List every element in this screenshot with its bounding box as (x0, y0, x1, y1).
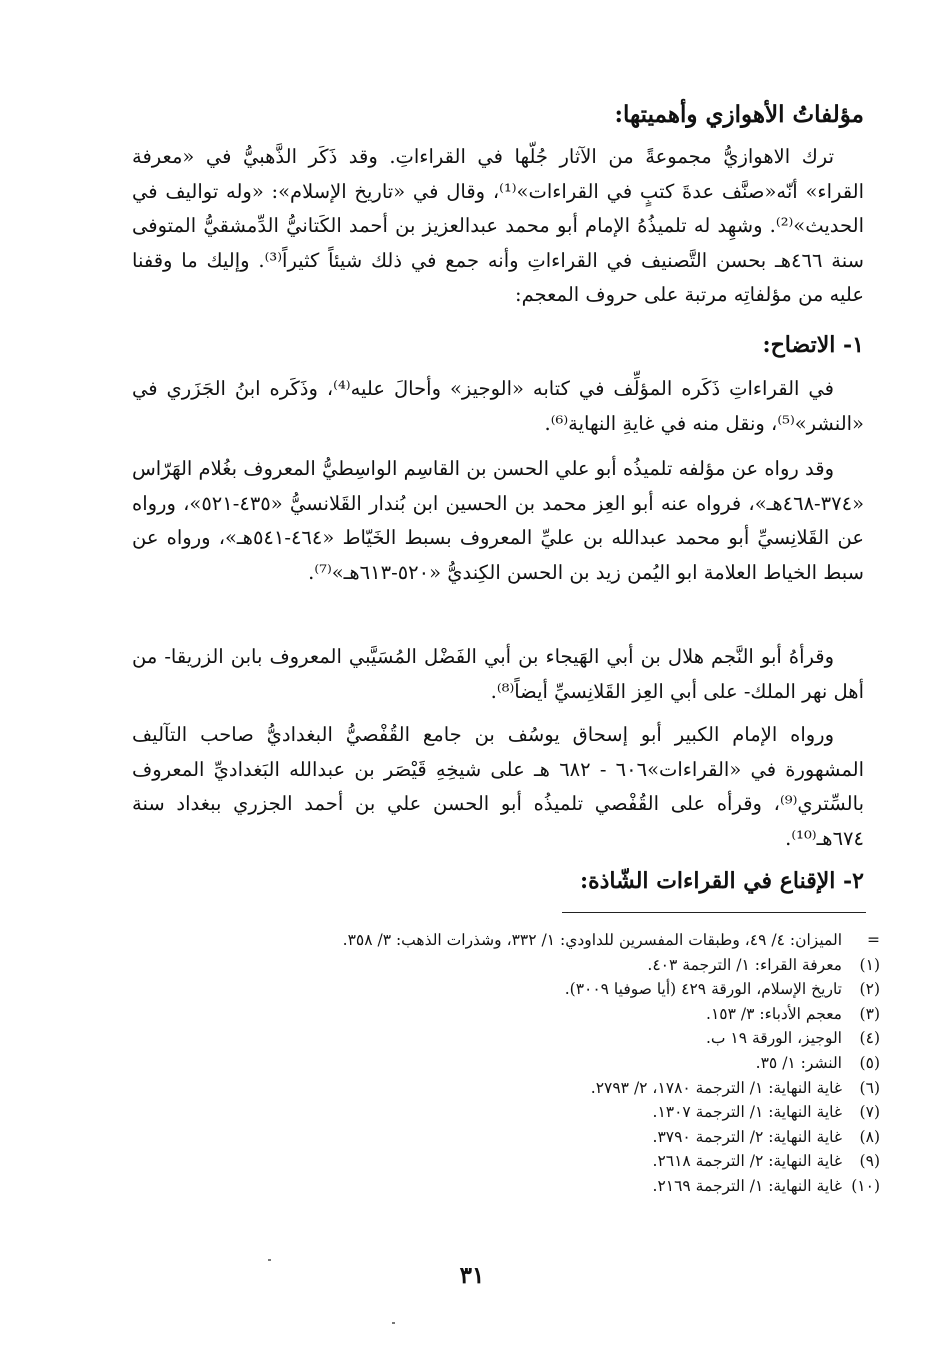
scan-speck (392, 1322, 395, 1324)
footnote-text: تاريخ الإسلام، الورقة ٤٢٩ (أيا صوفيا ٣٠٠٩). (564, 980, 842, 999)
footnote-item (120, 953, 880, 978)
paragraph-4: ورواه الإمام الكبير أبو إسحاق يوسُف بن جامع القُفْصيُّ البغداديُّ صاحب التآليف المشهورة في «القراءات»٦٠٦ - ٦٨٢ هـ على شيخِهِ قَيْصَر بن عبدالله البَغداديِّ المعروف بالسِّتري⁽⁹⁾، وقرأه على القُفْصي تلميذُه أبو الحسن علي بن أحمد الجزري ببغداد سنة ٦٧٤هـ⁽¹⁰⁾. (132, 723, 864, 850)
page-number: ٣١ (459, 1262, 485, 1289)
footnotes (120, 928, 880, 1199)
footnote-number: (٧) (859, 1103, 880, 1122)
footnote-item (120, 1002, 880, 1027)
footnote-separator (562, 912, 866, 913)
scan-speck (268, 1259, 271, 1261)
section-title: مؤلفاتُ الأهوازي وأهميتها: (614, 101, 864, 128)
paragraph-2: وقد رواه عن مؤلفه تلميذُه أبو علي الحسن بن القاسِم الواسِطيُّ المعروف بغُلام الهَرّاس «٣٧٤-٤٦٨هـ»، فرواه عنه أبو العِز محمد بن الحسين ابن بُندار القَلانسيُّ «٤٣٥-٥٢١»، ورواه عن القَلانِسيِّ أبو محمد عبدالله بن عليِّ المعروف بسبط الخَيّاط «٤٦٤-٥٤١هـ»، ورواه عن سبط الخياط العلامة ابو اليُمن زيد بن الحسن الكِنديُّ «٥٢٠-٦١٣هـ»⁽⁷⁾. (132, 457, 864, 584)
footnote-text: الميزان: ٤/ ٤٩، وطبقات المفسرين للداودي: ١/ ٣٣٢، وشذرات الذهب: ٣/ ٣٥٨. (342, 931, 842, 949)
footnote-number: (٩) (859, 1152, 880, 1171)
footnote-number: (١) (859, 955, 880, 974)
footnote-text: غاية النهاية: ١/ الترجمة ١٧٨٠، ٢/ ٢٧٩٣. (590, 1078, 842, 1097)
footnote-text: الوجيز، الورقة ١٩ ب. (705, 1029, 842, 1048)
subsection-title-2: ٢- الإقناع في القراءات الشّاذة: (579, 868, 864, 894)
footnote-item (120, 1076, 880, 1101)
footnote-text: غاية النهاية: ١/ الترجمة ١٣٠٧. (652, 1103, 842, 1122)
footnote-item (120, 1149, 880, 1174)
footnote-text: غاية النهاية: ١/ الترجمة ٢١٦٩. (652, 1176, 842, 1195)
footnote-number: (٢) (859, 980, 880, 999)
footnote-number: (٣) (859, 1004, 880, 1023)
footnote-number: (٥) (859, 1053, 880, 1072)
footnote-number: (٦) (859, 1078, 880, 1097)
footnote-text: معرفة القراء: ١/ الترجمة ٤٠٣. (647, 955, 842, 974)
paragraph-1: في القراءاتِ ذَكَره المؤلِّف في كتابه «الوجيز» وأحالَ عليه⁽⁴⁾، وذَكَره ابنُ الجَزَري في «النشر»⁽⁵⁾، ونقل منه في غايةِ النهاية⁽⁶⁾. (132, 377, 864, 435)
footnote-item (120, 928, 880, 953)
footnote-number: (١٠) (851, 1176, 880, 1195)
footnote-item (120, 977, 880, 1002)
footnote-number: = (867, 931, 880, 949)
footnote-number: (٤) (859, 1029, 880, 1048)
footnote-item (120, 1174, 880, 1199)
footnote-text: معجم الأدباء: ٣/ ١٥٣. (706, 1004, 842, 1023)
paragraph-intro: ترك الاهوازيُّ مجموعةً من الآثار جُلّها في القراءاتِ. وقد ذَكَر الذَّهبيُّ في «معرفة القراء» أنّه«صنَّف عدةَ كتبٍ في القراءات»⁽¹⁾، وقال في «تاريخ الإسلام»: «وله تواليف في الحديث»⁽²⁾. وشهِد له تلميذُهُ الإمام أبو محمد عبدالعزيز بن أحمد الكَتانيُّ الدِّمشقيُّ المتوفى سنة ٤٦٦هـ بحسن التَّصنيف في القراءاتِ وأنه جمع في ذلك شيئاً كثيراً⁽³⁾. وإليك ما وقفنا عليه من مؤلفاتِه مرتبة على حروف المعجم: (132, 145, 864, 306)
footnote-text: غاية النهاية: ٢/ الترجمة ٢٦١٨. (652, 1152, 842, 1171)
footnote-number: (٨) (859, 1127, 880, 1146)
footnote-text: غاية النهاية: ٢/ الترجمة ٣٧٩٠. (652, 1127, 842, 1146)
footnote-text: النشر: ١/ ٣٥. (755, 1053, 842, 1072)
paragraph-3: وقرأهُ أبو النَّجم هلال بن أبي الهَيجاء بن أبي الفَضْل المُسَيَّبي المعروف بابن الزريقا- من أهل نهر الملك- على أبي العِز القَلانِسيِّ أيضاً⁽⁸⁾. (132, 645, 864, 703)
footnote-item (120, 1051, 880, 1076)
footnote-item (120, 1100, 880, 1125)
subsection-title-1: ١- الاتضاح: (762, 332, 864, 358)
footnote-item (120, 1125, 880, 1150)
footnote-item (120, 1026, 880, 1051)
